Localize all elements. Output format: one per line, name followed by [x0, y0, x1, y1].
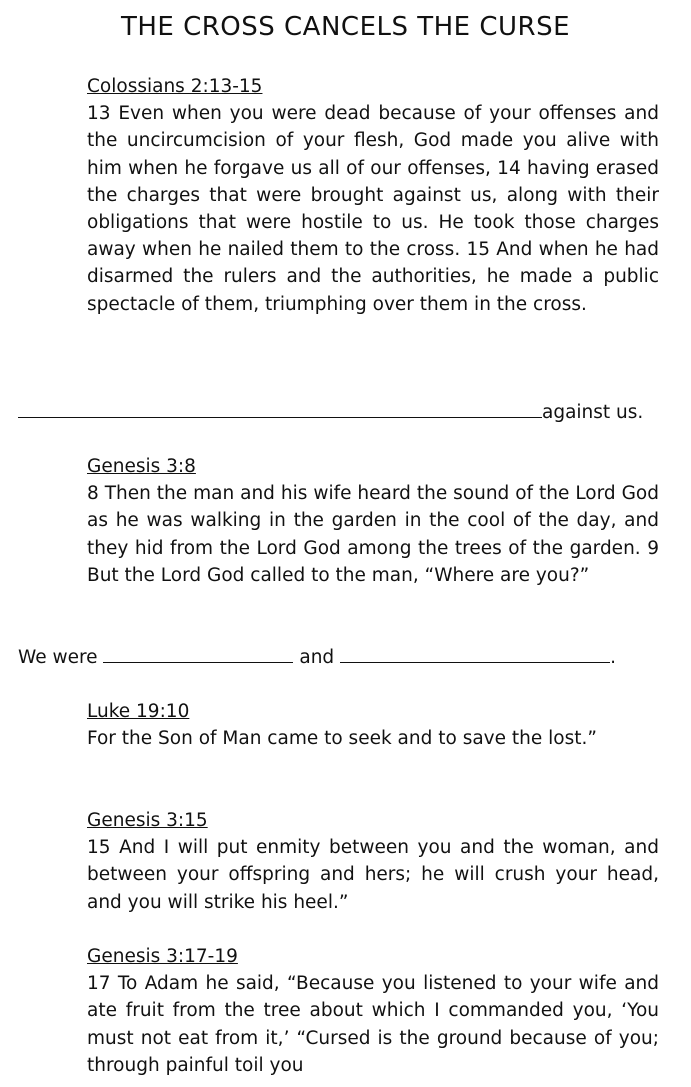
answer-blank-second[interactable] — [340, 643, 610, 663]
passage-reference: Colossians 2:13-15 — [87, 76, 263, 97]
answer-blank-first[interactable] — [103, 643, 293, 663]
passage-text: 17 To Adam he said, “Because you listened to your wife and ate fruit from the tree about which I commanded you, ‘You must not eat from it,’ “Cursed is the ground because of you; through painful toil you — [87, 973, 659, 1076]
passage-reference: Luke 19:10 — [87, 701, 190, 722]
passage-genesis-3-17 — [87, 943, 659, 1079]
passage-text: 15 And I will put enmity between you and the woman, and between your offspring and hers; he will crush your head, and you will strike his heel.” — [87, 837, 659, 913]
fill-in-we-were — [18, 643, 616, 671]
passage-reference: Genesis 3:8 — [87, 456, 196, 477]
passage-colossians — [87, 73, 659, 318]
passage-genesis-3-8 — [87, 453, 659, 589]
fill-in-suffix: . — [610, 647, 616, 668]
passage-text: 8 Then the man and his wife heard the sound of the Lord God as he was walking in the garden in the cool of the day, and they hid from the Lord God among the trees of the garden. 9 But the Lord God called to the man, “Where are you?” — [87, 483, 659, 586]
passage-luke — [87, 698, 659, 752]
passage-reference: Genesis 3:17-19 — [87, 946, 238, 967]
passage-reference: Genesis 3:15 — [87, 810, 208, 831]
answer-blank[interactable] — [18, 398, 542, 418]
fill-in-middle: and — [299, 647, 335, 668]
page-title: THE CROSS CANCELS THE CURSE — [120, 12, 571, 42]
passage-genesis-3-15 — [87, 807, 659, 916]
passage-text: 13 Even when you were dead because of your offenses and the uncircumcision of your flesh, God made you alive with him when he forgave us all of our offenses, 14 having erased the charges that were brought against us, along with their obligations that were hostile to us. He took those charges away when he nailed them to the cross. 15 And when he had disarmed the rulers and the authorities, he made a public spectacle of them, triumphing over them in the cross. — [87, 103, 659, 315]
fill-in-prefix: We were — [18, 647, 98, 668]
fill-in-against-us — [18, 398, 643, 426]
fill-in-suffix: against us. — [542, 402, 644, 423]
passage-text: For the Son of Man came to seek and to save the lost.” — [87, 728, 597, 750]
